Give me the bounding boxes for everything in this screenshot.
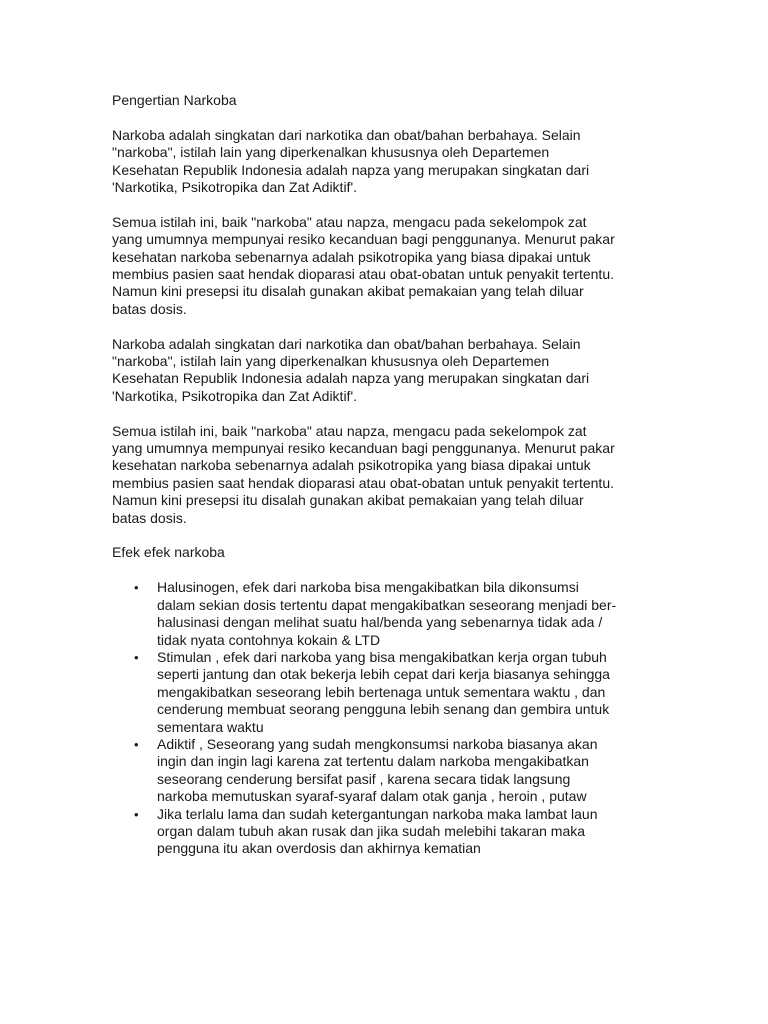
effects-heading: Efek efek narkoba: [112, 544, 225, 561]
list-item-line: ingin dan ingin lagi karena zat tertentu dalam narkoba mengakibatkan: [157, 753, 589, 770]
list-item-line: seseorang cenderung bersifat pasif , karena secara tidak langsung: [157, 770, 571, 787]
paragraph-line: Narkoba adalah singkatan dari narkotika dan obat/bahan berbahaya. Selain: [112, 335, 581, 352]
list-item-line: seperti jantung dan otak bekerja lebih cepat dari kerja biasanya sehingga: [157, 666, 610, 683]
list-item-line: halusinasi dengan melihat suatu hal/benda yang sebenarnya tidak ada /: [157, 614, 603, 631]
bullet-icon: •: [134, 649, 139, 665]
paragraph-line: Semua istilah ini, baik "narkoba" atau napza, mengacu pada sekelompok zat: [112, 213, 587, 230]
document-title: Pengertian Narkoba: [112, 92, 237, 108]
paragraph-line: Namun kini presepsi itu disalah gunakan akibat pemakaian yang telah diluar: [112, 492, 584, 509]
paragraph-line: "narkoba", istilah lain yang diperkenalkan khususnya oleh Departemen: [112, 144, 550, 161]
effects-list: [112, 579, 664, 858]
list-item-line: sementara waktu: [157, 718, 264, 735]
paragraph-line: Narkoba adalah singkatan dari narkotika dan obat/bahan berbahaya. Selain: [112, 126, 581, 143]
paragraph-1: [112, 127, 664, 197]
list-item-line: dalam sekian dosis tertentu dapat mengakibatkan seseorang menjadi ber-: [157, 596, 617, 613]
paragraph-line: batas dosis.: [112, 509, 187, 526]
list-item-line: narkoba memutuskan syaraf-syaraf dalam otak ganja , heroin , putaw: [157, 788, 587, 805]
list-item-line: Jika terlalu lama dan sudah ketergantungan narkoba maka lambat laun: [157, 805, 598, 822]
list-item-line: Stimulan , efek dari narkoba yang bisa mengakibatkan kerja organ tubuh: [157, 648, 607, 665]
paragraph-line: Semua istilah ini, baik "narkoba" atau napza, mengacu pada sekelompok zat: [112, 422, 587, 439]
list-item-line: pengguna itu akan overdosis dan akhirnya kematian: [157, 840, 481, 857]
paragraph-line: "narkoba", istilah lain yang diperkenalkan khususnya oleh Departemen: [112, 353, 550, 370]
list-item: [112, 806, 664, 858]
paragraph-3: [112, 336, 664, 406]
paragraph-line: Kesehatan Republik Indonesia adalah napza yang merupakan singkatan dari: [112, 370, 590, 387]
document-page: [112, 92, 664, 858]
paragraph-line: 'Narkotika, Psikotropika dan Zat Adiktif'.: [112, 387, 358, 404]
list-item-line: cenderung membuat seorang pengguna lebih senang dan gembira untuk: [157, 701, 610, 718]
paragraph-line: yang umumnya mempunyai resiko kecanduan bagi penggunanya. Menurut pakar: [112, 440, 615, 457]
list-item-line: mengakibatkan seseorang lebih bertenaga untuk sementara waktu , dan: [157, 683, 606, 700]
paragraph-line: batas dosis.: [112, 300, 187, 317]
list-item-line: organ dalam tubuh akan rusak dan jika sudah melebihi takaran maka: [157, 822, 586, 839]
list-item: [112, 649, 664, 736]
bullet-icon: •: [134, 806, 139, 822]
bullet-icon: •: [134, 580, 139, 596]
list-item-line: Halusinogen, efek dari narkoba bisa mengakibatkan bila dikonsumsi: [157, 579, 579, 596]
paragraph-line: kesehatan narkoba sebenarnya adalah psikotropika yang biasa dipakai untuk: [112, 248, 591, 265]
paragraph-2: [112, 214, 664, 318]
list-item: [112, 579, 664, 649]
bullet-icon: •: [134, 736, 139, 752]
paragraph-line: 'Narkotika, Psikotropika dan Zat Adiktif'.: [112, 179, 358, 196]
paragraph-4: [112, 423, 664, 527]
paragraph-line: yang umumnya mempunyai resiko kecanduan bagi penggunanya. Menurut pakar: [112, 231, 615, 248]
list-item: [112, 736, 664, 806]
paragraph-line: membius pasien saat hendak dioparasi atau obat-obatan untuk penyakit tertentu.: [112, 474, 614, 491]
list-item-line: Adiktif , Seseorang yang sudah mengkonsumsi narkoba biasanya akan: [157, 735, 598, 752]
list-item-line: tidak nyata contohnya kokain & LTD: [157, 631, 381, 648]
paragraph-line: kesehatan narkoba sebenarnya adalah psikotropika yang biasa dipakai untuk: [112, 457, 591, 474]
paragraph-line: Namun kini presepsi itu disalah gunakan akibat pemakaian yang telah diluar: [112, 283, 584, 300]
paragraph-line: membius pasien saat hendak dioparasi atau obat-obatan untuk penyakit tertentu.: [112, 266, 614, 283]
paragraph-line: Kesehatan Republik Indonesia adalah napza yang merupakan singkatan dari: [112, 161, 590, 178]
